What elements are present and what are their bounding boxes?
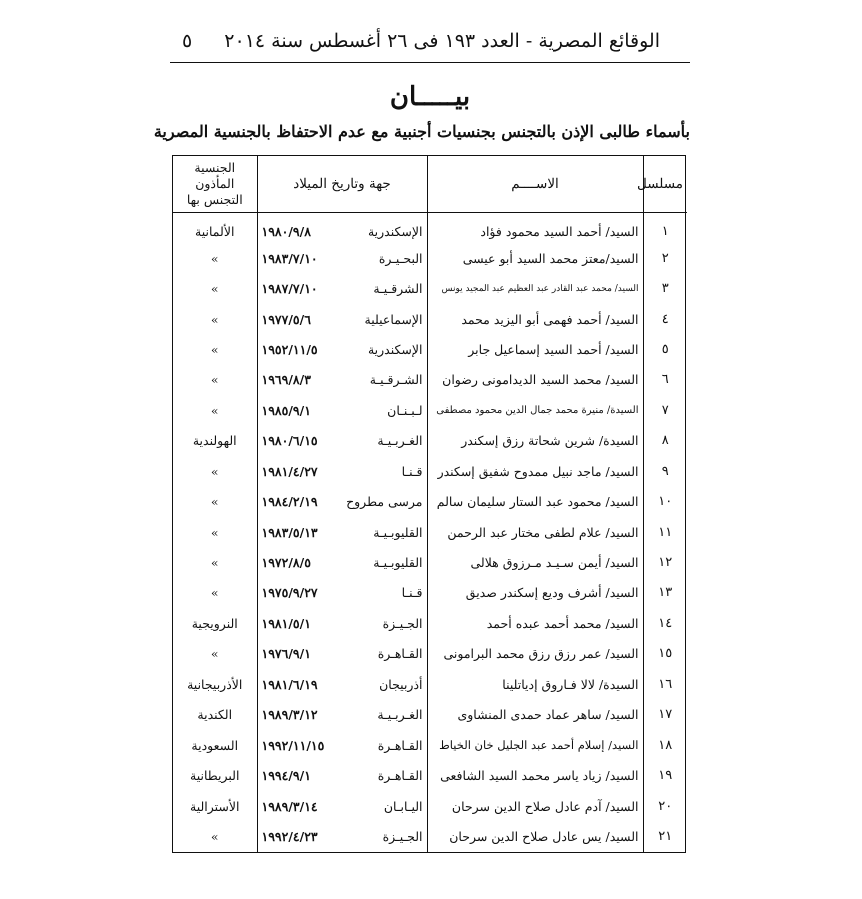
birth-cell: [257, 547, 427, 577]
name-cell: السيد/ أيمن سـيـد مـرزوق هلالى: [427, 547, 643, 577]
birth-date: ١٩٨٠/٩/٨: [261, 224, 311, 240]
birth-date: ١٩٨٧/٧/١٠: [261, 281, 318, 297]
name-cell: السيد/ أحمد فهمى أبو اليزيد محمد: [427, 304, 643, 334]
nationality-cell: الكندية: [197, 707, 233, 723]
name-cell: السيد/ زياد ياسر محمد السيد الشافعى: [427, 760, 643, 790]
birth-date: ١٩٧٢/٨/٥: [261, 555, 311, 571]
birth-date: ١٩٦٩/٨/٣: [261, 372, 311, 388]
serial-cell: ٣: [643, 273, 687, 303]
birth-date: ١٩٧٦/٩/١: [261, 646, 311, 662]
serial-cell: ١٩: [643, 760, 687, 790]
table-row: [173, 760, 687, 790]
table-row: [173, 395, 687, 425]
birth-cell: [257, 273, 427, 303]
birth-place: مرسى مطروح: [346, 494, 423, 510]
column-header-nationality: الجنسية المأذون التجنس بها: [173, 156, 257, 213]
birth-date: ١٩٨٩/٣/١٢: [261, 707, 318, 723]
birth-place: الغـربـيـة: [377, 707, 423, 723]
table-row: [173, 730, 687, 760]
birth-cell: [257, 426, 427, 456]
column-header-serial: مسلسل: [643, 156, 687, 213]
table-row: [173, 669, 687, 699]
serial-cell: ٩: [643, 456, 687, 486]
nationality-cell: السعودية: [191, 737, 239, 753]
serial-cell: ١٢: [643, 547, 687, 577]
nationality-cell: »: [210, 585, 219, 601]
table-row: [173, 304, 687, 334]
birth-date: ١٩٨٣/٧/١٠: [261, 250, 318, 266]
nationality-cell: »: [210, 341, 219, 357]
birth-cell: [257, 791, 427, 821]
birth-cell: [257, 821, 427, 852]
name-cell: السيد/ ساهر عماد حمدى المنشاوى: [427, 700, 643, 730]
nationality-cell: »: [210, 250, 219, 266]
birth-place: الشـرقـيـة: [369, 372, 423, 388]
name-cell: السيدة/ شرين شحاتة رزق إسكندر: [427, 426, 643, 456]
birth-place: القليوبـيـة: [373, 524, 423, 540]
birth-cell: [257, 608, 427, 638]
table-row: [173, 547, 687, 577]
name-cell: السيد/ آدم عادل صلاح الدين سرحان: [427, 791, 643, 821]
name-cell: السيد/ علام لطفى مختار عبد الرحمن: [427, 517, 643, 547]
birth-date: ١٩٧٥/٩/٢٧: [261, 585, 318, 601]
birth-cell: [257, 669, 427, 699]
nationality-cell: »: [210, 524, 219, 540]
table-row: [173, 365, 687, 395]
page-header: [170, 28, 690, 63]
table-row: [173, 243, 687, 273]
name-cell: السيد/ محمد السيد الديدامونى رضوان: [427, 365, 643, 395]
table-row: [173, 700, 687, 730]
nationality-cell: »: [210, 402, 219, 418]
birth-date: ١٩٨٠/٦/١٥: [261, 433, 318, 449]
serial-cell: ٤: [643, 304, 687, 334]
birth-place: القـاهـرة: [377, 768, 423, 784]
table-row: [173, 821, 687, 852]
birth-cell: [257, 760, 427, 790]
table-row: [173, 213, 687, 243]
name-cell: السيدة/ منيرة محمد جمال الدين محمود مصطفى: [427, 395, 643, 425]
nationality-cell: »: [210, 494, 219, 510]
document-title: بيـــــان: [389, 82, 471, 112]
birth-date: ١٩٩٢/٤/٢٣: [261, 829, 318, 845]
birth-date: ١٩٩٢/١١/١٥: [261, 737, 325, 753]
name-cell: السيد/ محمود عبد الستار سليمان سالم: [427, 486, 643, 516]
name-cell: السيدة/ لالا فـاروق إدياتلينا: [427, 669, 643, 699]
name-cell: السيد/معتز محمد السيد أبو عيسى: [427, 243, 643, 273]
birth-place: القليوبـيـة: [373, 555, 423, 571]
serial-cell: ١٤: [643, 608, 687, 638]
nationality-cell: الهولندية: [192, 433, 237, 449]
column-header-name: الاســــم: [427, 156, 643, 213]
birth-place: الشرقـيـة: [373, 281, 423, 297]
birth-place: قـنـا: [401, 463, 423, 479]
table-row: [173, 486, 687, 516]
name-cell: السيد/ أحمد السيد إسماعيل جابر: [427, 334, 643, 364]
birth-date: ١٩٨١/٥/١: [261, 615, 311, 631]
name-cell: السيد/ محمد عبد القادر عبد العظيم عبد المجيد يونس: [427, 273, 643, 303]
nationality-cell: »: [210, 311, 219, 327]
birth-date: ١٩٩٤/٩/١: [261, 768, 311, 784]
name-cell: السيد/ يس عادل صلاح الدين سرحان: [427, 821, 643, 852]
birth-cell: [257, 365, 427, 395]
name-cell: السيد/ إسلام أحمد عبد الجليل خان الخياط: [427, 730, 643, 760]
serial-cell: ١: [643, 213, 687, 243]
serial-cell: ١٧: [643, 700, 687, 730]
serial-cell: ١٣: [643, 578, 687, 608]
nationality-cell: الأذربيجانية: [187, 676, 243, 692]
name-cell: السيد/ أشرف وديع إسكندر صديق: [427, 578, 643, 608]
serial-cell: ١٦: [643, 669, 687, 699]
nationality-cell: الألمانية: [195, 224, 235, 240]
birth-cell: [257, 639, 427, 669]
serial-cell: ٥: [643, 334, 687, 364]
birth-place: اليـابـان: [383, 798, 423, 814]
birth-place: أذربيجان: [379, 676, 423, 692]
birth-date: ١٩٨١/٤/٢٧: [261, 463, 318, 479]
birth-place: القـاهـرة: [377, 737, 423, 753]
birth-date: ١٩٧٧/٥/٦: [261, 311, 311, 327]
table-row: [173, 578, 687, 608]
birth-cell: [257, 578, 427, 608]
table-row: [173, 517, 687, 547]
birth-date: ١٩٨٤/٢/١٩: [261, 494, 318, 510]
birth-place: الغـربـيـة: [377, 433, 423, 449]
serial-cell: ٢١: [643, 821, 687, 852]
birth-cell: [257, 334, 427, 364]
table-row: [173, 273, 687, 303]
table-row: [173, 791, 687, 821]
name-cell: السيد/ عمر رزق رزق محمد البرامونى: [427, 639, 643, 669]
birth-cell: [257, 700, 427, 730]
serial-cell: ٨: [643, 426, 687, 456]
birth-place: الإسكندرية: [367, 341, 423, 357]
birth-place: لـبـنـان: [387, 402, 423, 418]
serial-cell: ١٠: [643, 486, 687, 516]
column-header-birth: جهة وتاريخ الميلاد: [257, 156, 427, 213]
birth-cell: [257, 486, 427, 516]
birth-date: ١٩٨٥/٩/١: [261, 402, 311, 418]
gazette-title: الوقائع المصرية - العدد ١٩٣ فى ٢٦ أغسطس سنة ٢٠١٤: [224, 30, 660, 52]
birth-date: ١٩٨٣/٥/١٣: [261, 524, 318, 540]
serial-cell: ١٨: [643, 730, 687, 760]
nationality-cell: »: [210, 281, 219, 297]
serial-cell: ١٥: [643, 639, 687, 669]
birth-cell: [257, 243, 427, 273]
birth-place: قـنـا: [401, 585, 423, 601]
birth-place: الإسماعيلية: [364, 311, 423, 327]
name-cell: السيد/ محمد أحمد عبده أحمد: [427, 608, 643, 638]
nationality-cell: البريطانية: [190, 768, 240, 784]
serial-cell: ٦: [643, 365, 687, 395]
page-number: ٥: [182, 30, 193, 52]
nationality-cell: »: [210, 646, 219, 662]
birth-place: البحـيـرة: [378, 250, 423, 266]
table-header-row: [173, 156, 687, 213]
table-row: [173, 334, 687, 364]
birth-date: ١٩٨١/٦/١٩: [261, 676, 318, 692]
table-row: [173, 608, 687, 638]
birth-place: الجـيـزة: [382, 615, 423, 631]
table-row: [173, 426, 687, 456]
birth-cell: [257, 730, 427, 760]
birth-place: الإسكندرية: [367, 224, 423, 240]
nationality-cell: الأسترالية: [190, 798, 240, 814]
document-subtitle: بأسماء طالبى الإذن بالتجنس بجنسيات أجنبية مع عدم الاحتفاظ بالجنسية المصرية: [153, 122, 690, 141]
birth-cell: [257, 456, 427, 486]
serial-cell: ٧: [643, 395, 687, 425]
table-row: [173, 456, 687, 486]
nationality-cell: »: [210, 463, 219, 479]
serial-cell: ١١: [643, 517, 687, 547]
nationality-cell: »: [210, 372, 219, 388]
birth-date: ١٩٥٢/١١/٥: [261, 341, 318, 357]
applicants-table: [172, 155, 686, 853]
birth-cell: [257, 213, 427, 243]
birth-date: ١٩٨٩/٣/١٤: [261, 798, 318, 814]
name-cell: السيد/ أحمد السيد محمود فؤاد: [427, 213, 643, 243]
table-row: [173, 639, 687, 669]
birth-cell: [257, 517, 427, 547]
serial-cell: ٢٠: [643, 791, 687, 821]
name-cell: السيد/ ماجد نبيل ممدوح شفيق إسكندر: [427, 456, 643, 486]
nationality-cell: النرويجية: [191, 615, 238, 631]
nationality-cell: »: [210, 555, 219, 571]
birth-place: القـاهـرة: [377, 646, 423, 662]
birth-place: الجـيـزة: [382, 829, 423, 845]
birth-cell: [257, 395, 427, 425]
birth-cell: [257, 304, 427, 334]
serial-cell: ٢: [643, 243, 687, 273]
nationality-cell: »: [210, 829, 219, 845]
